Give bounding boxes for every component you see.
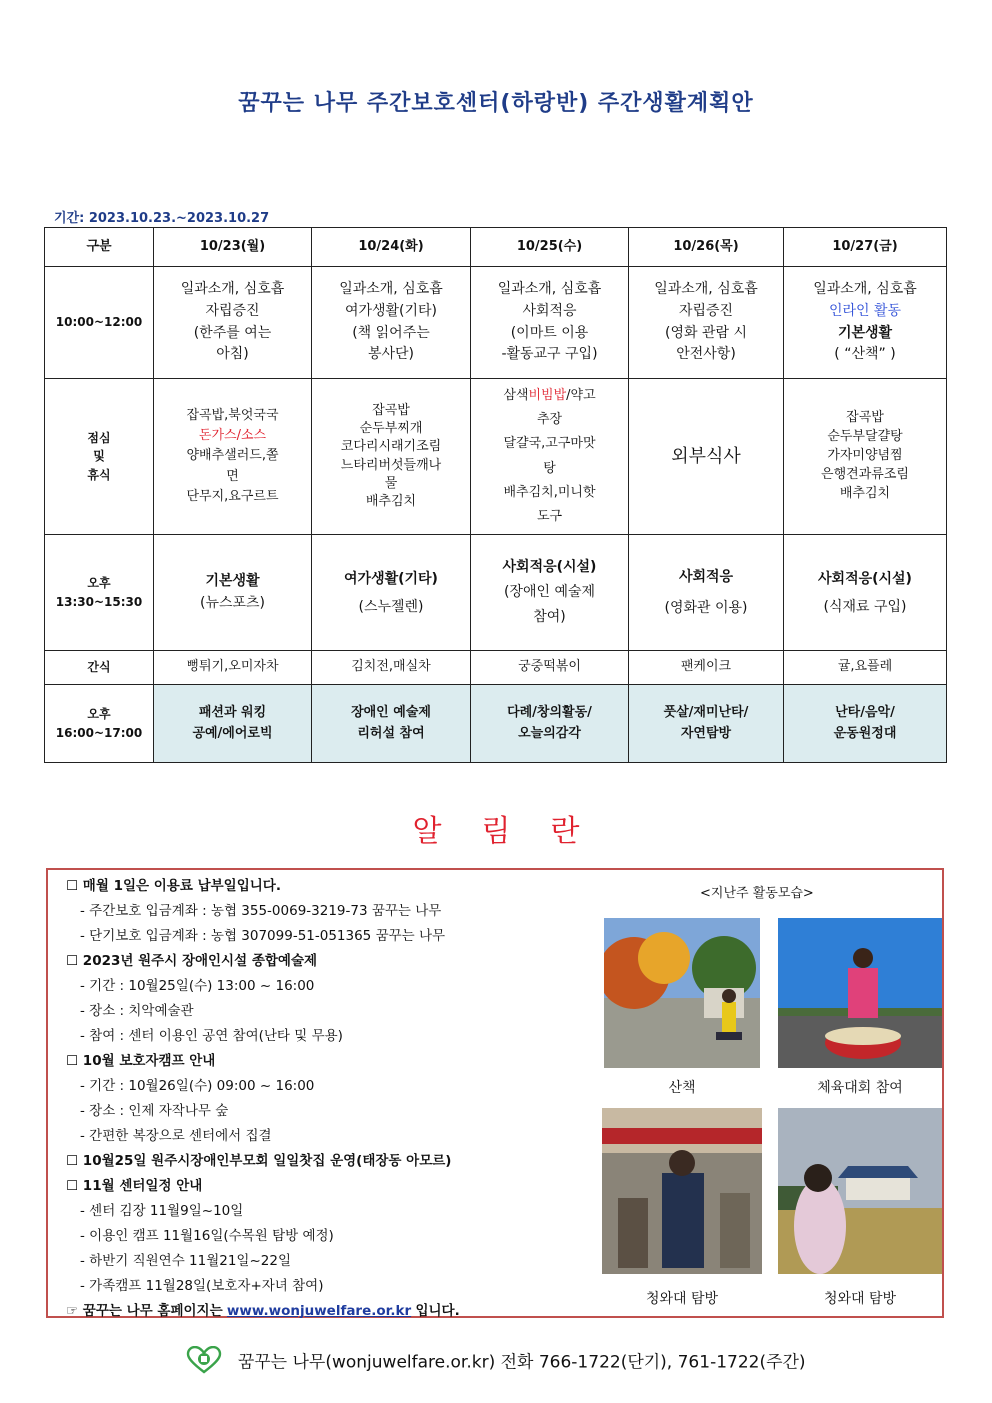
cell-line: 여가생활(기타) xyxy=(344,570,438,587)
table-cell: 귤,요플레 xyxy=(784,651,947,685)
table-cell xyxy=(471,685,629,763)
table-cell xyxy=(629,267,784,379)
row-label-line: 및 xyxy=(93,449,105,464)
cell-line: 일과소개, 심호흡 xyxy=(813,281,917,298)
cell-line: (이마트 이용 xyxy=(510,324,589,341)
menu-line: 양배추샐러드,쫄 xyxy=(186,448,279,464)
table-cell xyxy=(629,379,784,535)
photo-caption: 산책 xyxy=(668,1080,696,1096)
row-label: 간식 xyxy=(45,651,154,685)
notice-heading: ☐ 10월 보호자캠프 안내 xyxy=(66,1053,216,1069)
cell-line: 일과소개, 심호흡 xyxy=(180,281,285,298)
menu-line: 느타리버섯들깨나 xyxy=(340,457,442,473)
cell-line: 사회적응(시설) xyxy=(818,570,912,587)
table-cell xyxy=(154,685,312,763)
day-header: 10/24(화) xyxy=(312,228,471,267)
notice-item: - 기간 : 10월25일(수) 13:00 ~ 16:00 xyxy=(80,978,315,994)
table-cell xyxy=(312,535,471,651)
snack-row xyxy=(45,651,947,685)
menu-line: 달걀국,고구마맛 xyxy=(503,436,596,452)
cell-line: (스누젤렌) xyxy=(358,598,424,615)
photo-tour-2-image xyxy=(778,1108,942,1274)
menu-line: 순두부찌개 xyxy=(359,421,423,437)
cell-line: 기본생활 xyxy=(205,572,260,589)
notice-item: - 참여 : 센터 이용인 공연 참여(난타 및 무용) xyxy=(80,1028,343,1044)
menu-line: 잡곡밥 xyxy=(372,402,410,418)
menu-line: 면 xyxy=(226,468,239,484)
cell-line: 자연탐방 xyxy=(680,725,732,741)
table-cell xyxy=(154,267,312,379)
homepage-suffix: 입니다. xyxy=(415,1303,460,1319)
row-label-line: 휴식 xyxy=(87,467,111,482)
table-cell: 김치전,매실차 xyxy=(312,651,471,685)
cell-line: 리허설 참여 xyxy=(357,725,425,741)
notice-heading: ☐ 2023년 원주시 장애인시설 종합예술제 xyxy=(66,953,318,969)
footer-text: 꿈꾸는 나무(wonjuwelfare.or.kr) 전화 766-1722(단기), 761-1722(주간) xyxy=(237,1352,806,1373)
menu-line: 순두부달걀탕 xyxy=(827,429,903,445)
table-cell xyxy=(471,535,629,651)
table-cell xyxy=(154,535,312,651)
day-header: 10/23(월) xyxy=(154,228,312,267)
plan-period: 기간: 2023.10.23.~2023.10.27 xyxy=(54,211,270,226)
cell-line: 여가생활(기타) xyxy=(344,302,438,319)
menu-line: 잡곡밥,북엇국국 xyxy=(186,408,279,424)
cell-line: 공예/에어로빅 xyxy=(192,725,273,741)
menu-line: 탕 xyxy=(543,460,556,476)
photo-tour-1 xyxy=(602,1108,762,1274)
menu-text: 삼색 xyxy=(503,388,529,404)
row-label xyxy=(45,379,154,535)
homepage-link[interactable]: www.wonjuwelfare.or.kr xyxy=(226,1303,412,1319)
cell-line: 사회적응 xyxy=(522,302,577,319)
notice-item: - 장소 : 치악예술관 xyxy=(80,1003,194,1019)
footer xyxy=(0,1346,992,1379)
photo-tour-2 xyxy=(778,1108,942,1274)
table-header-row xyxy=(45,228,947,267)
cell-line: 오늘의감각 xyxy=(518,725,581,741)
cell-line: 난타/음악/ xyxy=(835,705,895,721)
table-cell xyxy=(629,535,784,651)
table-cell xyxy=(784,685,947,763)
row-label xyxy=(45,685,154,763)
notice-heading: ☐ 10월25일 원주시장애인부모회 일일찻집 운영(태장동 아모르) xyxy=(66,1153,452,1169)
table-cell xyxy=(471,267,629,379)
table-cell xyxy=(784,267,947,379)
notice-item: - 기간 : 10월26일(수) 09:00 ~ 16:00 xyxy=(80,1078,315,1094)
homepage-line xyxy=(66,1299,460,1319)
cell-line: 아침) xyxy=(216,346,249,363)
afternoon2-row xyxy=(45,685,947,763)
cell-line: 사회적응 xyxy=(678,568,734,585)
day-header: 10/25(수) xyxy=(471,228,629,267)
notice-item: - 센터 김장 11월9일~10일 xyxy=(80,1203,244,1219)
menu-line: 단무지,요구르트 xyxy=(186,488,279,504)
cell-line: (영화관 이용) xyxy=(664,599,748,616)
lunch-row xyxy=(45,379,947,535)
row-label xyxy=(45,535,154,651)
photos-caption: <지난주 활동모습> xyxy=(700,886,814,901)
menu-line: 물 xyxy=(384,475,398,491)
heart-logo-icon xyxy=(186,1346,222,1379)
photo-caption: 청와대 탐방 xyxy=(645,1291,719,1307)
menu-line: 배추김치 xyxy=(839,485,891,501)
table-cell xyxy=(154,379,312,535)
photo-tour-1-image xyxy=(602,1108,762,1274)
cell-line: (식재료 구입) xyxy=(823,598,907,615)
table-cell xyxy=(312,379,471,535)
menu-line: 도구 xyxy=(536,508,563,524)
cell-line: (영화 관람 시 xyxy=(665,324,747,341)
weekly-plan-table xyxy=(44,227,947,763)
row-label-line: 16:00~17:00 xyxy=(55,725,143,740)
cell-line: 장애인 예술제 xyxy=(351,705,431,721)
notice-item: - 주간보호 입금계좌 : 농협 355-0069-3219-73 꿈꾸는 나무 xyxy=(80,903,442,919)
cell-line: 기본생활 xyxy=(837,324,893,341)
row-label-line: 오후 xyxy=(87,706,111,721)
notice-list xyxy=(66,874,586,1299)
menu-line: 돈가스/소스 xyxy=(198,428,267,444)
cell-line: 일과소개, 심호흡 xyxy=(654,281,758,298)
cell-line: 봉사단) xyxy=(367,346,415,363)
photo-walk xyxy=(604,918,760,1068)
menu-line: 잡곡밥 xyxy=(846,410,884,426)
menu-line: 외부식사 xyxy=(671,445,741,467)
row-label-line: 점심 xyxy=(87,430,111,445)
cell-line: 일과소개, 심호흡 xyxy=(497,281,602,298)
row-label-line: 13:30~15:30 xyxy=(55,594,143,609)
menu-line: 가자미양념찜 xyxy=(827,448,903,464)
cell-line: (뉴스포츠) xyxy=(199,594,266,611)
cell-line: 사회적응(시설) xyxy=(502,558,597,575)
cell-line: 자립증진 xyxy=(205,302,260,319)
day-header: 10/26(목) xyxy=(629,228,784,267)
notice-item: - 가족캠프 11월28일(보호자+자녀 참여) xyxy=(80,1278,324,1294)
cell-line: 풋살/재미난타/ xyxy=(663,705,749,721)
cell-line: -활동교구 구입) xyxy=(501,346,598,363)
page-title: 꿈꾸는 나무 주간보호센터(하랑반) 주간생활계획안 xyxy=(238,91,754,116)
table-corner: 구분 xyxy=(45,228,154,267)
table-cell: 궁중떡볶이 xyxy=(471,651,629,685)
photo-sports xyxy=(778,918,942,1068)
notice-heading: ☐ 11월 센터일정 안내 xyxy=(66,1178,203,1194)
menu-line: 배추김치,미니핫 xyxy=(503,484,596,500)
cell-line: 운동원정대 xyxy=(833,725,897,741)
row-label-line: 오후 xyxy=(87,575,111,590)
notice-item: - 이용인 캠프 11월16일(수목원 탐방 예정) xyxy=(80,1228,334,1244)
menu-line: 배추김치 xyxy=(365,493,417,509)
cell-line: 일과소개, 심호흡 xyxy=(339,281,443,298)
cell-line: 자립증진 xyxy=(678,302,734,319)
notice-box xyxy=(46,868,944,1318)
homepage-prefix: ☞ 꿈꾸는 나무 홈페이지는 xyxy=(66,1303,223,1319)
photo-walk-image xyxy=(604,918,760,1068)
table-cell xyxy=(471,379,629,535)
menu-line: 코다리시래기조림 xyxy=(340,439,442,455)
notice-item: - 단기보호 입금계좌 : 농협 307099-51-051365 꿈꾸는 나무 xyxy=(80,928,446,944)
menu-line xyxy=(477,384,622,408)
photo-caption: 청와대 탐방 xyxy=(823,1291,897,1307)
cell-line: 인라인 활동 xyxy=(828,302,902,319)
menu-text: /약고 xyxy=(566,388,596,404)
day-header: 10/27(금) xyxy=(784,228,947,267)
cell-line: (장애인 예술제 xyxy=(503,583,596,600)
cell-line: 참여) xyxy=(533,609,566,626)
cell-line: (책 읽어주는 xyxy=(352,324,430,341)
notice-item: - 하반기 직원연수 11월21일~22일 xyxy=(80,1253,292,1269)
cell-line: 다례/창의활동/ xyxy=(507,705,592,721)
menu-line: 은행견과류조림 xyxy=(821,466,909,482)
table-cell xyxy=(312,267,471,379)
menu-highlight: 비빔밥 xyxy=(528,388,567,404)
table-cell: 뻥튀기,오미자차 xyxy=(154,651,312,685)
table-cell xyxy=(784,535,947,651)
morning-row xyxy=(45,267,947,379)
row-label: 10:00~12:00 xyxy=(45,267,154,379)
afternoon1-row xyxy=(45,535,947,651)
menu-line: 추장 xyxy=(536,412,563,428)
photo-caption: 체육대회 참여 xyxy=(817,1080,903,1096)
notice-item: - 장소 : 인제 자작나무 숲 xyxy=(80,1103,229,1119)
cell-line: (한주를 여는 xyxy=(193,324,272,341)
table-cell xyxy=(784,379,947,535)
table-cell xyxy=(312,685,471,763)
table-cell: 팬케이크 xyxy=(629,651,784,685)
notice-heading: ☐ 매월 1일은 이용료 납부일입니다. xyxy=(66,878,281,894)
table-cell xyxy=(629,685,784,763)
notice-item: - 간편한 복장으로 센터에서 집결 xyxy=(80,1128,272,1144)
cell-line: 안전사항) xyxy=(676,346,736,363)
notice-title: 알림란 xyxy=(412,814,620,849)
photo-sports-image xyxy=(778,918,942,1068)
cell-line: 패션과 워킹 xyxy=(198,705,267,721)
cell-line: ( “산책” ) xyxy=(834,346,896,363)
